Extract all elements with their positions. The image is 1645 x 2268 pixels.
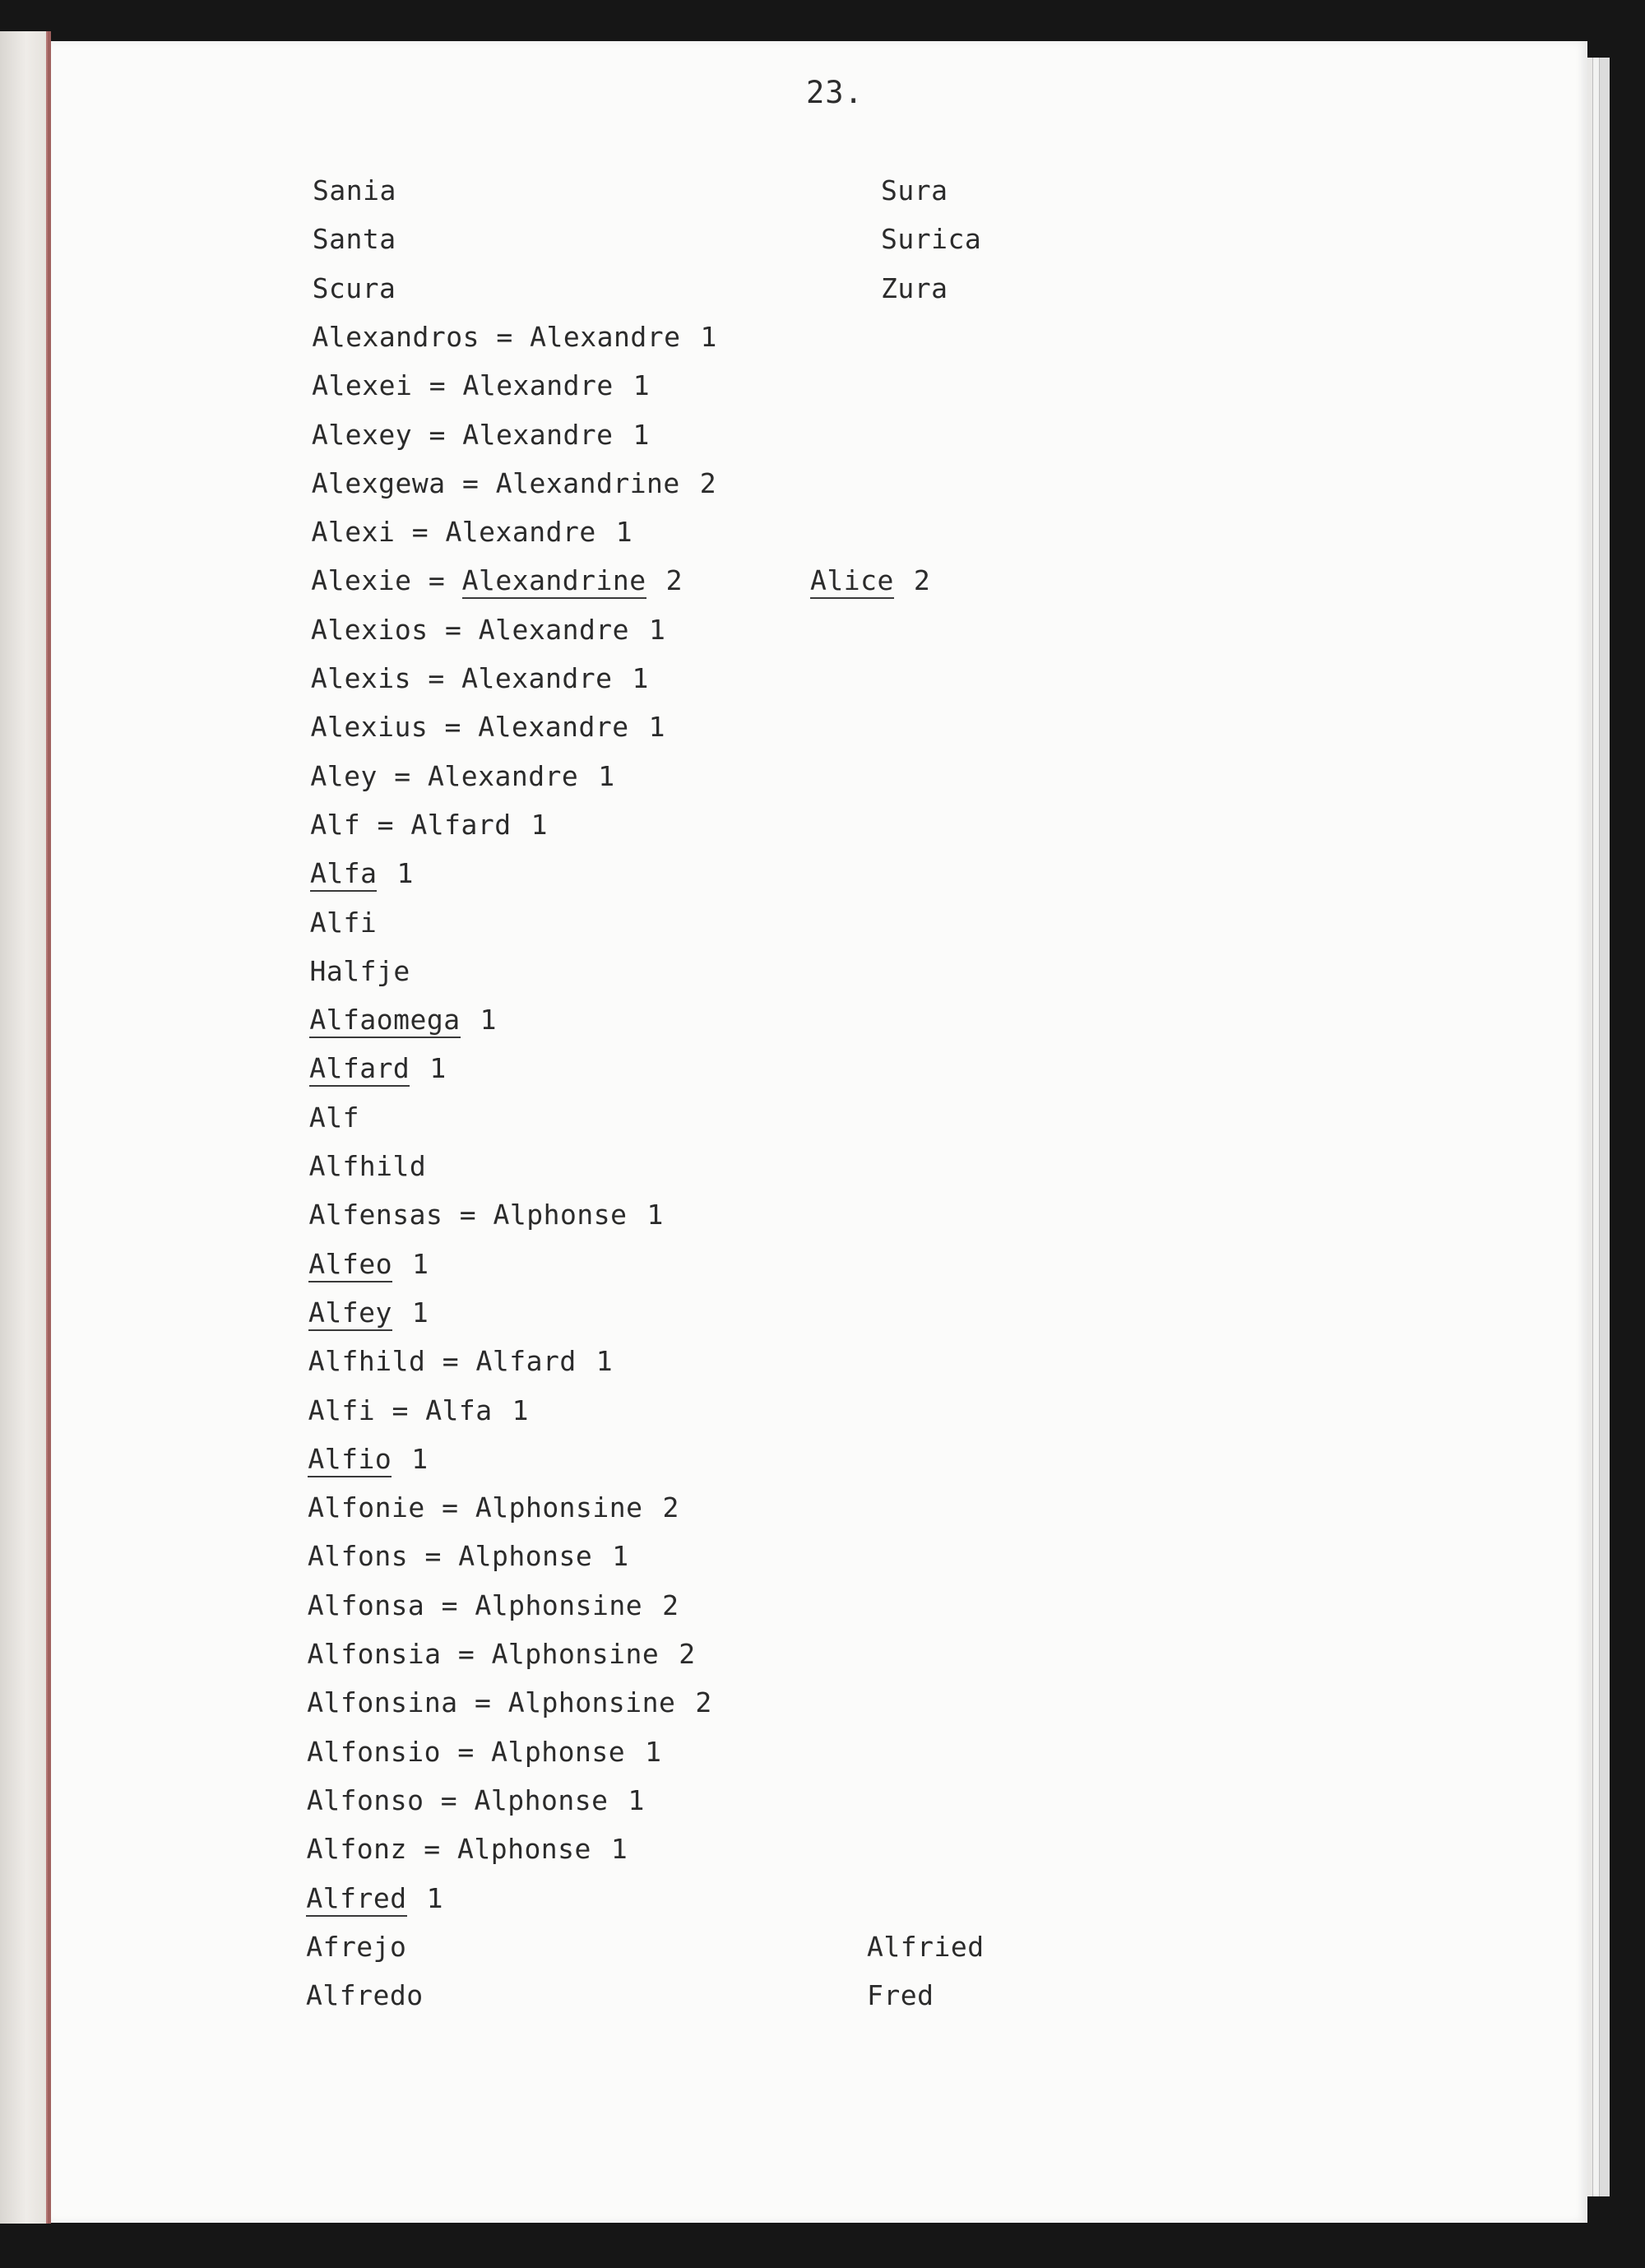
entry-equivalent: Alphonse (491, 1735, 626, 1768)
name-entry (308, 1394, 529, 1427)
name-entry (308, 1296, 429, 1329)
entry-group-number: 2 (699, 466, 717, 499)
equals-sign: = (411, 564, 462, 597)
entry-group-number: 1 (633, 418, 650, 451)
equals-sign: = (425, 1345, 476, 1378)
equals-sign: = (408, 1540, 459, 1573)
entry-name: Fred (867, 1979, 934, 2012)
entry-name: Alfaomega (309, 1004, 460, 1038)
page-number: 23. (806, 75, 864, 110)
equals-sign: = (375, 1394, 426, 1426)
entry-group-number: 2 (662, 1491, 679, 1524)
equals-sign: = (441, 1638, 492, 1670)
entry-name: Alfa (310, 857, 377, 892)
entry-group-number: 1 (598, 759, 615, 792)
name-entry (312, 419, 650, 452)
equals-sign: = (411, 662, 462, 694)
entry-name: Alexius (310, 711, 429, 744)
name-entry (311, 711, 665, 744)
name-entry (307, 1736, 661, 1769)
entry-equivalent: Alfa (425, 1394, 493, 1426)
equals-sign: = (457, 1686, 508, 1719)
entry-group-number: 1 (595, 1345, 614, 1378)
entry-equivalent: Alexandre (478, 613, 630, 646)
name-entry (307, 1833, 628, 1866)
entry-group-number: 1 (512, 1394, 530, 1426)
entry-group-number: 1 (632, 662, 649, 694)
name-entry (308, 1638, 696, 1671)
name-entry (313, 223, 396, 256)
entry-name: Alfred (306, 1882, 406, 1917)
entry-name: Alfried (867, 1930, 985, 1963)
name-entry (310, 760, 614, 793)
page-stack-edge (1599, 58, 1610, 2196)
name-entry (310, 955, 410, 988)
name-entry (308, 1491, 679, 1524)
name-entry (308, 1199, 663, 1231)
entry-group-number: 1 (645, 1735, 662, 1768)
entry-name: Alexandros (312, 320, 480, 353)
entry-name: Alfonsa (307, 1589, 425, 1621)
entry-group-number: 1 (426, 1881, 444, 1914)
entry-group-number: 1 (612, 1540, 629, 1573)
entry-equivalent: Alexandrine (462, 564, 646, 599)
equals-sign: = (406, 1833, 457, 1866)
name-entry (312, 369, 650, 402)
entry-equivalent: Alexandre (427, 759, 579, 792)
entry-group-number: 1 (412, 1247, 429, 1280)
entry-name: Surica (881, 223, 982, 256)
entry-name: Aley (310, 759, 378, 792)
name-entry (307, 1784, 645, 1817)
entry-equivalent: Alphonsine (507, 1686, 676, 1719)
equals-sign: = (428, 613, 479, 646)
entry-name: Alfonz (306, 1833, 407, 1866)
entry-name: Santa (312, 223, 396, 256)
entry-name: Alfredo (306, 1979, 424, 2012)
entry-name: Alfensas (308, 1199, 443, 1231)
entry-name: Alexios (311, 613, 429, 646)
equals-sign: = (412, 418, 463, 451)
entry-group-number: 1 (615, 516, 633, 549)
entry-name: Alfhild (308, 1345, 426, 1378)
name-entry (311, 614, 665, 647)
right-name-entry (867, 1931, 985, 1964)
right-name-entry (867, 1979, 934, 2012)
equals-sign: = (424, 1783, 475, 1816)
name-entry (309, 1150, 427, 1183)
name-entry (308, 1345, 613, 1378)
name-entry (307, 1686, 711, 1719)
entry-equivalent: Alexandre (462, 369, 614, 402)
entry-name: Zura (881, 271, 948, 304)
name-entry (313, 174, 396, 207)
entry-equivalent: Alphonse (493, 1199, 628, 1231)
entry-name: Alfonsia (307, 1638, 442, 1670)
document-page (51, 41, 1587, 2223)
entry-group-number: 1 (480, 1004, 497, 1037)
right-name-entry (881, 223, 981, 256)
equals-sign: = (443, 1199, 494, 1231)
entry-equivalent: Alphonse (456, 1833, 591, 1866)
entry-name: Alf (310, 808, 361, 841)
name-entry (313, 272, 396, 305)
entry-group-number: 1 (411, 1442, 429, 1475)
entry-name: Alexei (312, 369, 413, 402)
name-entry (311, 516, 633, 549)
name-entry (308, 1589, 679, 1622)
entry-name: Alfey (308, 1296, 392, 1331)
equals-sign: = (377, 759, 428, 792)
equals-sign: = (412, 369, 463, 402)
entry-equivalent: Alfard (475, 1345, 577, 1378)
entry-equivalent: Alphonsine (475, 1491, 643, 1524)
entry-name: Alexgewa (311, 466, 446, 499)
entry-group-number: 2 (665, 564, 683, 597)
entry-group-number: 1 (411, 1296, 429, 1329)
name-entry (306, 1931, 406, 1964)
entry-name: Alfi (309, 906, 378, 939)
entry-group-number: 1 (646, 1199, 664, 1231)
equals-sign: = (428, 711, 479, 744)
entry-equivalent: Alexandre (445, 516, 596, 549)
right-name-entry (810, 564, 930, 597)
entry-name: Alexey (311, 418, 413, 451)
entry-equivalent: Alexandre (462, 418, 614, 451)
equals-sign: = (480, 320, 531, 353)
equals-sign: = (395, 516, 446, 549)
name-entry (310, 857, 414, 890)
name-entry (308, 1540, 629, 1573)
entry-group-number: 1 (531, 808, 548, 841)
name-entry (312, 321, 716, 354)
entry-name: Alexie (311, 564, 412, 597)
entry-equivalent: Alexandre (478, 711, 629, 744)
entry-name: Alice (810, 564, 894, 599)
name-entry (309, 1004, 497, 1037)
equals-sign: = (424, 1589, 475, 1621)
entry-group-number: 1 (648, 711, 665, 744)
entry-name: Alfeo (308, 1248, 392, 1282)
name-entry (309, 1052, 447, 1085)
entry-name: Alf (308, 1101, 359, 1134)
name-entry (309, 1102, 359, 1134)
entry-group-number: 2 (913, 564, 931, 597)
entry-group-number: 1 (649, 613, 666, 646)
entry-group-number: 2 (662, 1589, 679, 1621)
entry-name: Alfi (308, 1394, 376, 1426)
entry-equivalent: Alexandrine (495, 466, 680, 499)
entry-name: Alfons (307, 1540, 409, 1573)
entry-equivalent: Alphonse (474, 1783, 609, 1816)
equals-sign: = (424, 1491, 475, 1524)
entry-name: Alexi (311, 516, 396, 549)
entry-name: Alfonsio (307, 1735, 442, 1768)
name-entry (311, 564, 683, 597)
name-entry (306, 1882, 443, 1915)
entry-name: Alfonie (308, 1491, 425, 1524)
entry-name: Alfonso (306, 1783, 424, 1816)
entry-name: Halfje (309, 954, 410, 987)
name-entry (310, 907, 377, 939)
right-name-entry (881, 174, 948, 207)
entry-group-number: 1 (633, 369, 651, 402)
entry-name: Alfio (308, 1443, 392, 1477)
name-entry (311, 662, 649, 695)
entry-group-number: 1 (610, 1833, 628, 1866)
entry-equivalent: Alphonse (458, 1540, 593, 1573)
name-entry (308, 1248, 429, 1281)
equals-sign: = (360, 808, 411, 841)
equals-sign: = (445, 466, 496, 499)
entry-group-number: 2 (695, 1686, 712, 1719)
entry-group-number: 1 (628, 1783, 645, 1816)
entry-equivalent: Alphonsine (475, 1589, 643, 1621)
entry-name: Alexis (310, 662, 412, 694)
name-entry (306, 1979, 424, 2012)
name-entry (312, 467, 716, 500)
entry-group-number: 1 (700, 320, 717, 353)
entry-group-number: 1 (429, 1052, 447, 1085)
equals-sign: = (441, 1735, 492, 1768)
entry-name: Afrejo (306, 1930, 407, 1963)
entry-equivalent: Alexandre (530, 320, 681, 353)
right-name-entry (881, 272, 948, 305)
entry-equivalent: Alfard (410, 808, 512, 841)
entry-name: Sania (313, 174, 396, 206)
entry-name: Alfhild (308, 1150, 427, 1182)
entry-name: Alfonsina (307, 1686, 458, 1719)
book-cover-edge (0, 31, 51, 2224)
entry-group-number: 2 (679, 1638, 696, 1670)
entry-equivalent: Alphonsine (491, 1638, 660, 1670)
entry-name: Sura (881, 174, 948, 206)
name-entry (310, 809, 548, 842)
name-entry (308, 1443, 428, 1476)
entry-name: Scura (312, 271, 396, 304)
entry-name: Alfard (309, 1052, 410, 1087)
entry-group-number: 1 (396, 857, 414, 890)
entry-equivalent: Alexandre (461, 662, 613, 694)
